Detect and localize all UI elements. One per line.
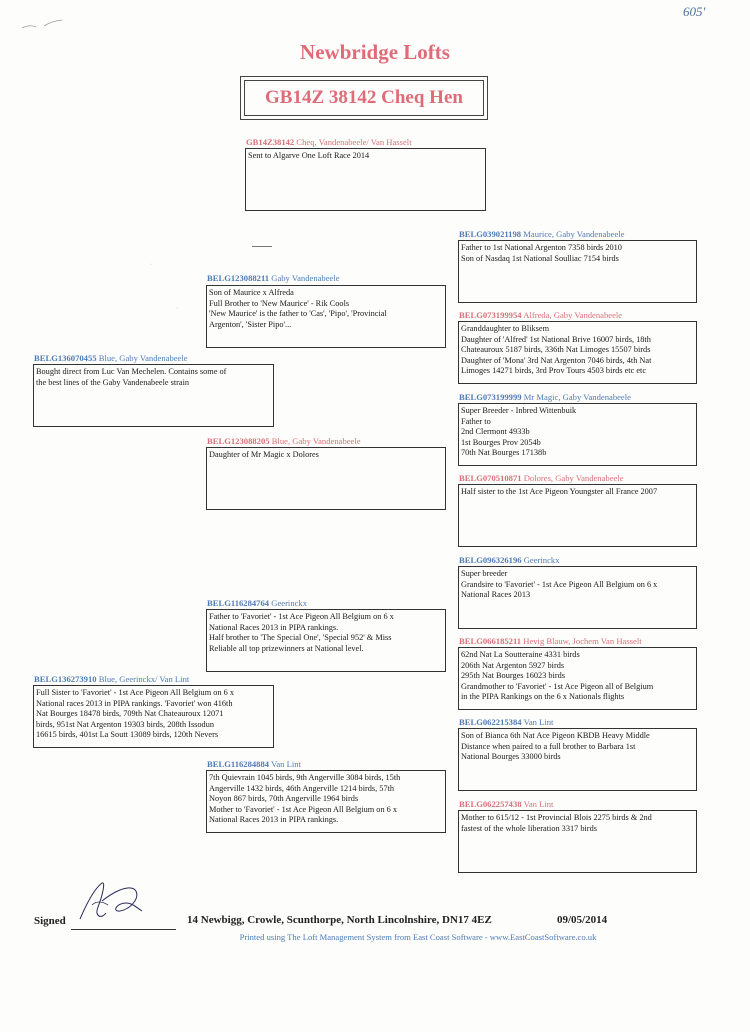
dd-dam-notes-box: Mother to 615/12 - 1st Provincial Blois 2275 birds & 2nd fastest of the whole liberation 3317 birds	[458, 810, 697, 873]
loft-title: Newbridge Lofts	[300, 40, 450, 64]
ds-dam-notes-box: 62nd Nat La Soutteraine 4331 birds 206th Nat Argenton 5927 birds 295th Nat Bourges 16023 birds Grandmother to 'Favoriet' - 1st Ace Pigeon all of Belgium in the PIPA Rankings on the 6 x Nationals flights	[458, 647, 697, 710]
subject-title-box	[240, 76, 488, 120]
print-date: 09/05/2014	[557, 914, 608, 926]
dam-dam-notes-box: 7th Quievrain 1045 birds, 9th Angerville 3084 birds, 15th Angerville 1432 birds, 46th Angerville 1214 birds, 57th Noyon 867 birds, 70th Angerville 1964 birds Mother to 'Favoriet' - 1st Ace Pigeon All Belgium on 6 x National Races 2013 in PIPA rankings.	[206, 770, 446, 833]
corner-note: 605'	[683, 4, 706, 19]
signature-line	[71, 929, 176, 930]
sire-sire-notes-box: Son of Maurice x Alfreda Full Brother to 'New Maurice' - Rik Cools 'New Maurice' is the father to 'Cas', 'Pipo', 'Provincial Argenton', 'Sister Pipo'...	[206, 285, 446, 348]
signed-label: Signed	[34, 915, 66, 927]
handwritten-signature	[72, 875, 147, 927]
sire-notes-box: Bought direct from Luc Van Mechelen. Contains some of the best lines of the Gaby Vandenabeele strain	[33, 364, 274, 427]
ds-sire-label: BELG096326196 Geerinckx	[459, 555, 560, 565]
dd-sire-notes-box: Son of Bianca 6th Nat Ace Pigeon KBDB Heavy Middle Distance when paired to a full brother to Barbara 1st National Bourges 33000 birds	[458, 728, 697, 791]
scan-dash	[252, 246, 272, 247]
subject-ring-title: GB14Z 38142 Cheq Hen	[244, 80, 484, 116]
subject-notes-box: Sent to Algarve One Loft Race 2014	[245, 148, 486, 211]
dam-notes-box: Full Sister to 'Favoriet' - 1st Ace Pigeon All Belgium on 6 x National races 2013 in PIPA rankings. 'Favoriet' won 416th Nat Bourges 18478 birds, 709th Nat Chateauroux 12071 birds, 951st Nat Argenton 19303 birds, 208th Issodun 16615 birds, 401st La Soutt 13089 birds, 120th Nevers	[33, 685, 274, 748]
loft-address: 14 Newbigg, Crowle, Scunthorpe, North Lincolnshire, DN17 4EZ	[187, 914, 492, 926]
ss-sire-label: BELG039021198 Maurice, Gaby Vandenabeele	[459, 229, 625, 239]
printed-by-line: Printed using The Loft Management System from East Coast Software - www.EastCoastSoftware.co.uk	[239, 932, 597, 942]
sd-sire-notes-box: Super Breeder - Inbred Wittenbuik Father to 2nd Clermont 4933b 1st Bourges Prov 2054b 70th Nat Bourges 17138b	[458, 403, 697, 466]
ss-dam-notes-box: Granddaughter to Bliksem Daughter of 'Alfred' 1st National Brive 16007 birds, 18th Chateauroux 5187 birds, 336th Nat Limoges 15507 birds Daughter of 'Mona' 3rd Nat Argenton 7046 birds, 4th Nat Limoges 14271 birds, 3rd Prov Tours 4503 birds etc etc	[458, 321, 697, 384]
ss-sire-notes-box: Father to 1st National Argenton 7358 birds 2010 Son of Nasdaq 1st National Soulliac 7154 birds	[458, 240, 697, 303]
sire-sire-label: BELG123088211 Gaby Vandenabeele	[207, 273, 340, 283]
dd-sire-label: BELG062215384 Van Lint	[459, 717, 554, 727]
scan-speck: ·	[150, 262, 152, 268]
sd-dam-label: BELG070510871 Dolores, Gaby Vandenabeele	[459, 473, 624, 483]
subject-label: GB14Z38142 Cheq, Vandenabeele/ Van Hasselt	[246, 137, 412, 147]
sire-dam-label: BELG123088205 Blue, Gaby Vandenabeele	[207, 436, 361, 446]
ds-dam-label: BELG066185211 Hevig Blauw, Jochem Van Hasselt	[459, 636, 642, 646]
scan-speck: ·	[176, 306, 178, 312]
dd-dam-label: BELG062257438 Van Lint	[459, 799, 554, 809]
scan-mark	[20, 18, 64, 32]
sire-label: BELG136070455 Blue, Gaby Vandenabeele	[34, 353, 188, 363]
ds-sire-notes-box: Super breeder Grandsire to 'Favoriet' - 1st Ace Pigeon All Belgium on 6 x National Races 2013	[458, 566, 697, 629]
sire-dam-notes-box: Daughter of Mr Magic x Dolores	[206, 447, 446, 510]
ss-dam-label: BELG073199954 Alfreda, Gaby Vandenabeele	[459, 310, 623, 320]
sd-dam-notes-box: Half sister to the 1st Ace Pigeon Youngster all France 2007	[458, 484, 697, 547]
dam-sire-notes-box: Father to 'Favoriet' - 1st Ace Pigeon All Belgium on 6 x National Races 2013 in PIPA rankings. Half brother to 'The Special One', 'Special 952' & Miss Reliable all top prizewinners at National level.	[206, 609, 446, 672]
dam-label: BELG136273910 Blue, Geerinckx/ Van Lint	[34, 674, 190, 684]
dam-sire-label: BELG116284764 Geerinckx	[207, 598, 308, 608]
dam-dam-label: BELG116284884 Van Lint	[207, 759, 301, 769]
sd-sire-label: BELG073199999 Mr Magic, Gaby Vandenabeele	[459, 392, 631, 402]
